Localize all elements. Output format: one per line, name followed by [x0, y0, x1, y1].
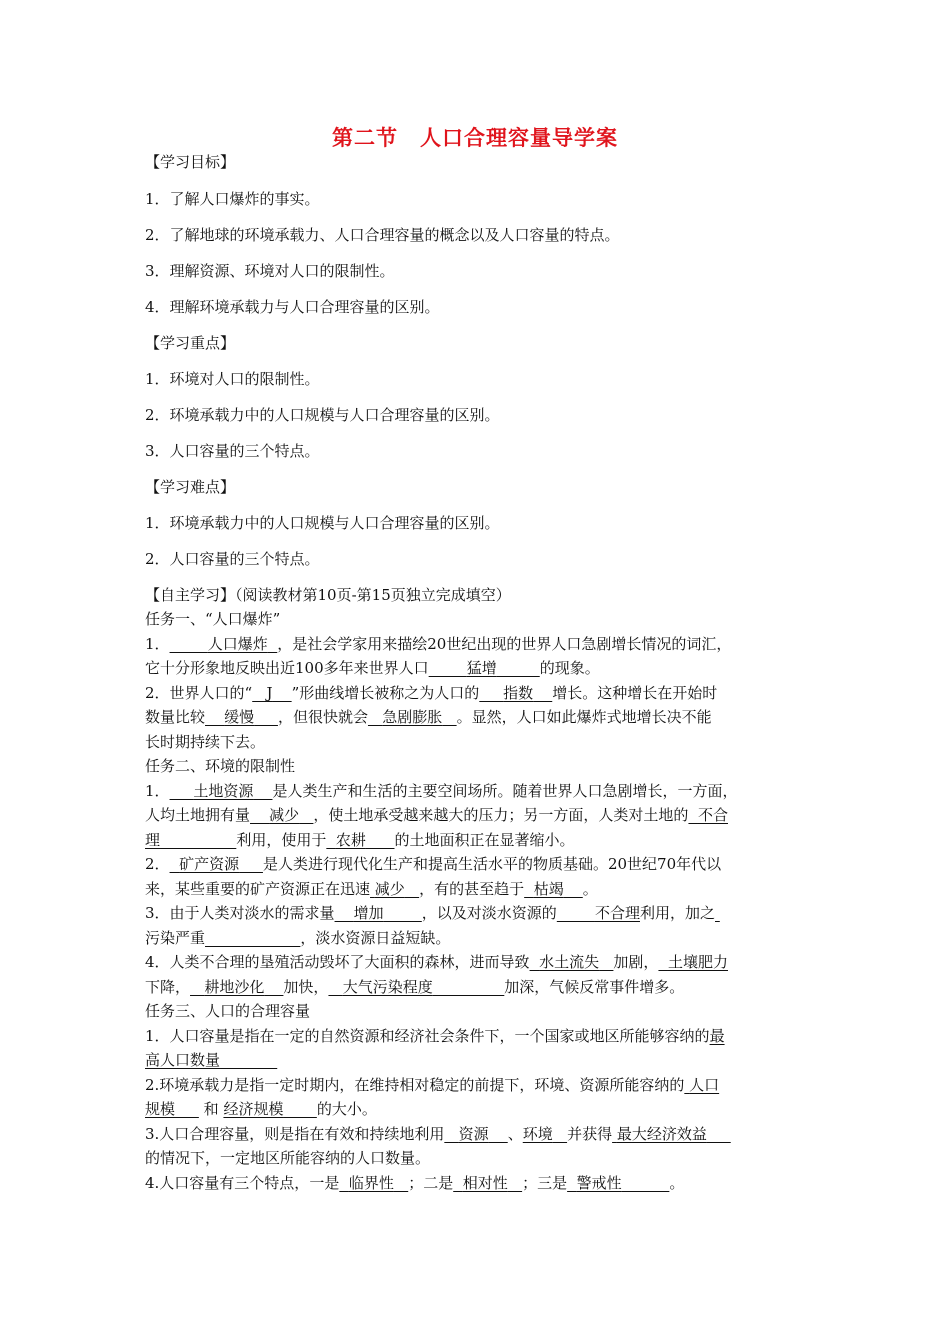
self-study-line	[145, 585, 511, 605]
task3-line: 规模 和 经济规模 的大小。	[145, 1100, 377, 1118]
answer-blank: 相对性	[462, 1174, 508, 1192]
task2-line: 1． 土地资源 是人类生产和生活的主要空间场所。随着世界人口急剧增长，一方面，	[145, 782, 738, 800]
answer-blank: 矿产资源	[179, 855, 240, 873]
task1-line: 长时期持续下去。	[145, 733, 266, 751]
answer-blank: 不合	[697, 806, 728, 824]
answer-blank: 指数	[503, 684, 534, 702]
task1-line: 1． 人口爆炸 ，是社会学家用来描绘20世纪出现的世界人口急剧增长情况的词汇，	[145, 635, 732, 653]
task2-line: 人均土地拥有量 减少 ，使土地承受越来越大的压力；另一方面，人类对土地的 不合	[145, 806, 728, 824]
answer-blank: 耕地沙化	[204, 978, 265, 996]
goal-item: 3．理解资源、环境对人口的限制性。	[145, 262, 395, 280]
answer-blank: 理	[145, 831, 161, 849]
answer-blank: 水土流失	[539, 953, 600, 971]
answer-blank: 减少	[374, 880, 405, 898]
answer-blank: 人口爆炸	[207, 635, 268, 653]
answer-blank: 经济规模	[223, 1100, 284, 1118]
answer-blank: 资源	[458, 1125, 489, 1143]
answer-blank: 不合理	[594, 904, 640, 922]
answer-blank: 最	[709, 1027, 725, 1045]
answer-blank: 高人口数量	[145, 1051, 221, 1069]
difficulty-item: 1．环境承载力中的人口规模与人口合理容量的区别。	[145, 514, 500, 532]
self-study-note: （阅读教材第10页-第15页独立完成填空）	[235, 586, 511, 604]
answer-blank: 缓慢	[224, 708, 255, 726]
task3-line: 1．人口容量是指在一定的自然资源和经济社会条件下，一个国家或地区所能够容纳的最	[145, 1027, 725, 1045]
task1-line: 数量比较 缓慢 ，但很快就会 急剧膨胀 。显然，人口如此爆炸式地增长决不能	[145, 708, 712, 726]
self-study-heading: 【自主学习】	[145, 586, 236, 604]
goals-heading: 【学习目标】	[145, 153, 236, 171]
goal-item: 1．了解人口爆炸的事实。	[145, 190, 320, 208]
task2-line: 污染严重 ，淡水资源日益短缺。	[145, 929, 451, 947]
task3-line: 2.环境承载力是指一定时期内，在维持相对稳定的前提下，环境、资源所能容纳的 人口	[145, 1076, 720, 1094]
answer-blank: 减少	[269, 806, 300, 824]
task2-line: 理 利用，使用于 农耕 的土地面积正在显著缩小。	[145, 831, 575, 849]
goal-item: 2．了解地球的环境承载力、人口合理容量的概念以及人口容量的特点。	[145, 226, 620, 244]
task3-line: 4.人口容量有三个特点，一是 临界性 ；二是 相对性 ；三是 警戒性 。	[145, 1174, 685, 1192]
key-point-item: 2．环境承载力中的人口规模与人口合理容量的区别。	[145, 406, 500, 424]
answer-blank: 最大经济效益	[616, 1125, 707, 1143]
task2-title: 任务二、环境的限制性	[145, 757, 296, 775]
goal-item: 4．理解环境承载力与人口合理容量的区别。	[145, 298, 440, 316]
answer-blank: 规模	[145, 1100, 176, 1118]
answer-blank: 人口	[689, 1076, 720, 1094]
key-point-item: 1．环境对人口的限制性。	[145, 370, 320, 388]
task2-line: 3．由于人类对淡水的需求量 增加 ，以及对淡水资源的 不合理利用，加之	[145, 904, 715, 922]
task3-line: 3.人口合理容量，则是指在有效和持续地利用 资源 、环境 并获得 最大经济效益	[145, 1124, 731, 1144]
key-point-item: 3．人口容量的三个特点。	[145, 442, 320, 460]
answer-blank: 临界性	[348, 1174, 394, 1192]
answer-blank: J	[266, 684, 273, 702]
page-title: 第二节 人口合理容量导学案	[332, 126, 618, 150]
task3-line	[145, 1050, 277, 1070]
answer-blank	[205, 929, 300, 947]
task1-title: 任务一、“人口爆炸”	[145, 610, 281, 628]
answer-blank: 枯竭	[533, 880, 564, 898]
key-points-heading: 【学习重点】	[145, 334, 236, 352]
task3-title: 任务三、人口的合理容量	[145, 1002, 311, 1020]
answer-blank: 猛增	[466, 659, 497, 677]
task2-line: 来，某些重要的矿产资源正在迅速 减少 ，有的甚至趋于 枯竭 。	[145, 880, 598, 898]
task1-line: 2．世界人口的“ J ”形曲线增长被称之为人口的 指数 增长。这种增长在开始时	[145, 684, 718, 702]
answer-blank: 土壤肥力	[667, 953, 728, 971]
answer-blank: 土地资源	[193, 782, 254, 800]
task2-line: 2． 矿产资源 是人类进行现代化生产和提高生活水平的物质基础。20世纪70年代以	[145, 855, 722, 873]
answer-blank: 增加	[353, 904, 384, 922]
answer-blank: 警戒性	[576, 1174, 622, 1192]
answer-blank: 环境	[522, 1125, 553, 1143]
task2-line: 下降， 耕地沙化 加快， 大气污染程度 加深，气候反常事件增多。	[145, 978, 685, 996]
answer-blank: 急剧膨胀	[382, 708, 443, 726]
task2-line: 4．人类不合理的垦殖活动毁坏了大面积的森林，进而导致 水土流失 加剧， 土壤肥力	[145, 953, 728, 971]
difficulty-item: 2．人口容量的三个特点。	[145, 550, 320, 568]
answer-blank: 农耕	[335, 831, 366, 849]
answer-blank: 大气污染程度	[342, 978, 433, 996]
task3-line: 的情况下，一定地区所能容纳的人口数量。	[145, 1149, 431, 1167]
difficulties-heading: 【学习难点】	[145, 478, 236, 496]
task1-line: 它十分形象地反映出近100多年来世界人口 猛增 的现象。	[145, 659, 600, 677]
